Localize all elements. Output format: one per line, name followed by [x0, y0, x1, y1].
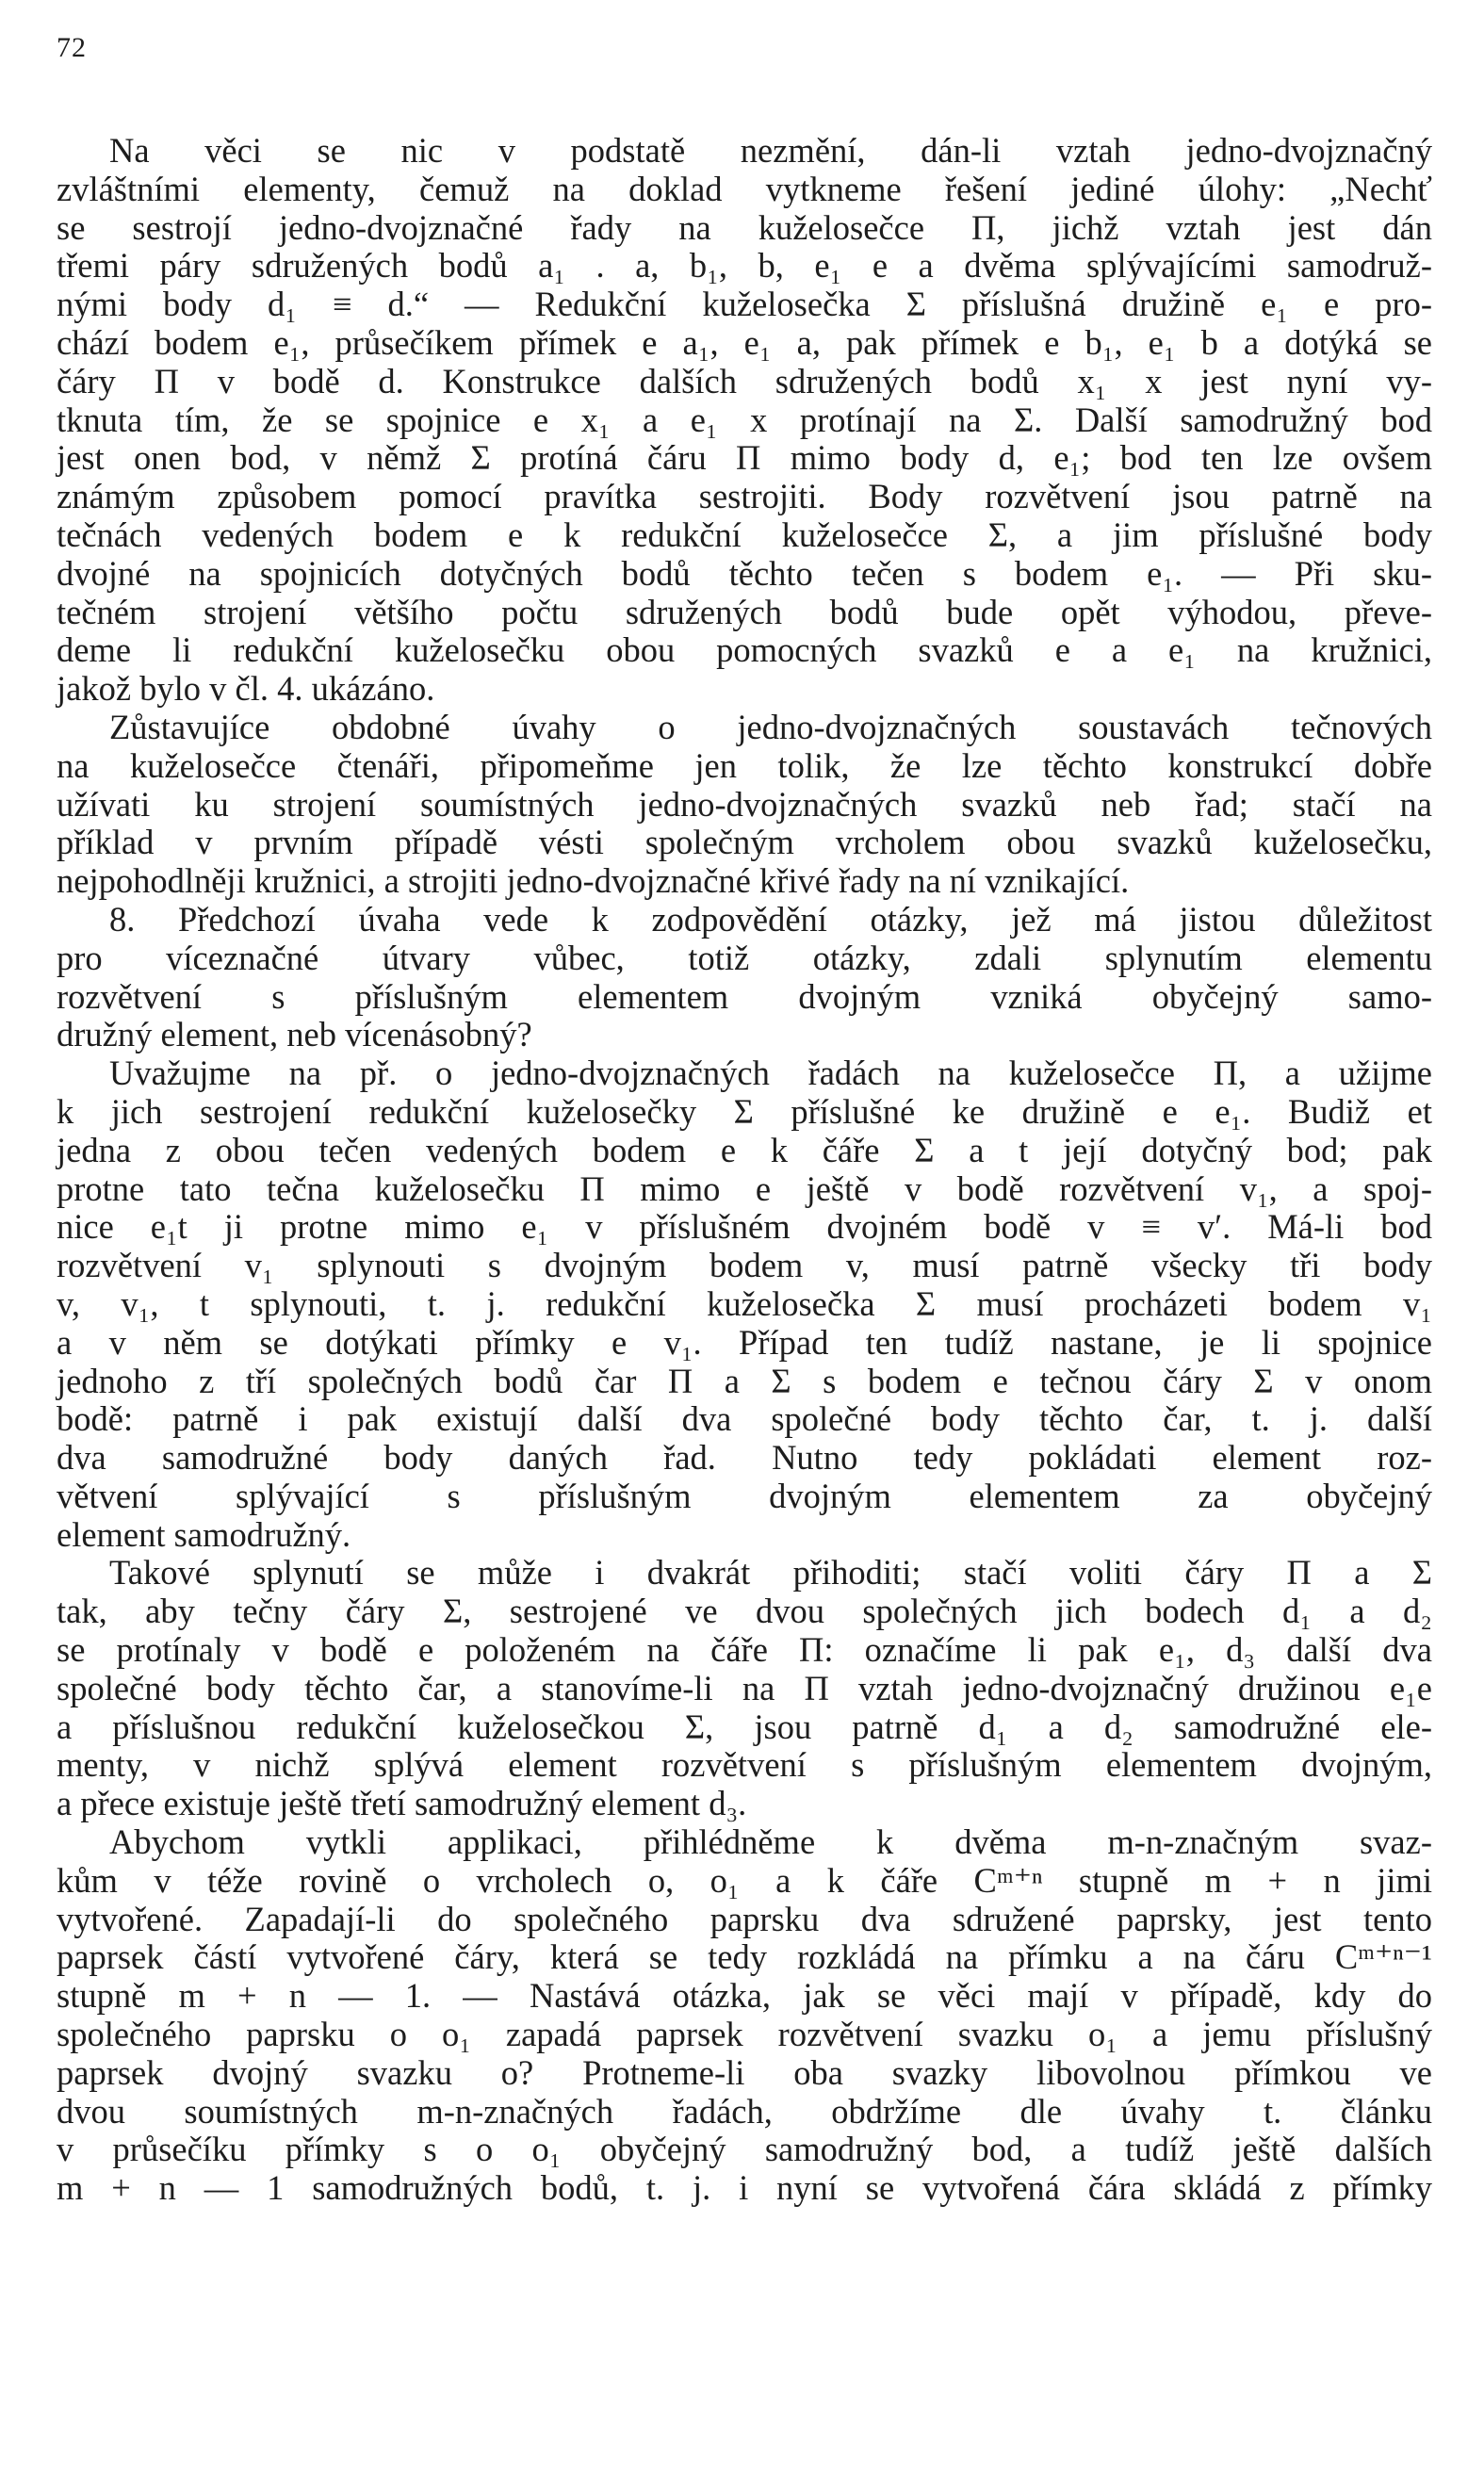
text-line: společné body těchto čar, a stanovíme-li na Π vztah jedno-dvojznačný družinou e₁e [57, 1668, 1432, 1707]
text-line: stupně m + n — 1. — Nastává otázka, jak se věci mají v případě, kdy do [57, 1976, 1432, 2016]
text-body [57, 132, 1432, 2208]
text-line: paprsek dvojný svazku o? Protneme-li oba svazky libovolnou přímkou ve [57, 2052, 1432, 2092]
text-line: dvojné na spojnicích dotyčných bodů těchto tečen s bodem e₁. — Při sku- [57, 553, 1432, 593]
text-line: Zůstavujíce obdobné úvahy o jedno-dvojznačných soustavách tečnových [109, 707, 1432, 746]
text-line: nejpohodlněji kružnici, a strojiti jedno-dvojznačné křivé řady na ní vznikající. [57, 861, 1130, 901]
text-line: se protínaly v bodě e položeném na čáře Π: označíme li pak e₁, d₃ další dva [57, 1630, 1432, 1670]
text-line: a přece existuje ještě třetí samodružný element d₃. [57, 1784, 747, 1823]
text-line: vytvořené. Zapadají-li do společného paprsku dva sdružené paprsky, jest tento [57, 1899, 1432, 1938]
text-line: Na věci se nic v podstatě nezmění, dán-li vztah jedno-dvojznačný [109, 131, 1432, 170]
text-line: tečném strojení většího počtu sdružených bodů bude opět výhodou, převe- [57, 592, 1432, 631]
text-line: v průsečíku přímky s o o₁ obyčejný samodružný bod, a tudíž ještě dalších [57, 2130, 1432, 2169]
text-line: Abychom vytkli applikaci, přihlédněme k dvěma m-n-značným svaz- [109, 1822, 1432, 1862]
text-line: Takové splynutí se může i dvakrát přihoditi; stačí voliti čáry Π a Σ [109, 1553, 1432, 1593]
text-line: užívati ku strojení soumístných jedno-dvojznačných svazků neb řad; stačí na [57, 784, 1432, 824]
text-line: chází bodem e₁, průsečíkem přímek e a₁, e₁ a, pak přímek e b₁, e₁ b a dotýká se [57, 322, 1432, 362]
text-line: element samodružný. [57, 1514, 351, 1554]
text-line: v, v₁, t splynouti, t. j. redukční kuželosečka Σ musí procházeti bodem v₁ [57, 1283, 1432, 1323]
text-line: jakož bylo v čl. 4. ukázáno. [57, 669, 435, 709]
text-line: a příslušnou redukční kuželosečkou Σ, jsou patrně d₁ a d₂ samodružné ele- [57, 1707, 1432, 1746]
text-line: dvou soumístných m-n-značných řadách, obdržíme dle úvahy t. článku [57, 2091, 1432, 2131]
text-line: jednoho z tří společných bodů čar Π a Σ s bodem e tečnou čáry Σ v onom [57, 1361, 1432, 1400]
text-line: rozvětvení s příslušným elementem dvojným vzniká obyčejný samo- [57, 976, 1432, 1016]
text-line: družný element, neb vícenásobný? [57, 1015, 532, 1054]
text-line: nice e₁t ji protne mimo e₁ v příslušném dvojném bodě v ≡ v′. Má-li bod [57, 1207, 1432, 1247]
text-line: na kuželosečce čtenáři, připomeňme jen tolik, že lze těchto konstrukcí dobře [57, 745, 1432, 785]
text-line: kům v téže rovině o vrcholech o, o₁ a k čáře Cᵐ⁺ⁿ stupně m + n jimi [57, 1860, 1432, 1900]
text-line: jest onen bod, v němž Σ protíná čáru Π mimo body d, e₁; bod ten lze ovšem [57, 438, 1432, 478]
text-line: rozvětvení v₁ splynouti s dvojným bodem v, musí patrně všecky tři body [57, 1246, 1432, 1285]
text-line: tečnách vedených bodem e k redukční kuželosečce Σ, a jim příslušné body [57, 515, 1432, 554]
text-line: dva samodružné body daných řad. Nutno tedy pokládati element roz- [57, 1438, 1432, 1478]
text-line: deme li redukční kuželosečku obou pomocných svazků e a e₁ na kružnici, [57, 630, 1432, 670]
text-line: tak, aby tečny čáry Σ, sestrojené ve dvou společných jich bodech d₁ a d₂ [57, 1592, 1432, 1631]
text-line: bodě: patrně i pak existují další dva společné body těchto čar, t. j. další [57, 1399, 1432, 1439]
text-line: Uvažujme na př. o jedno-dvojznačných řadách na kuželosečce Π, a užijme [109, 1054, 1432, 1093]
text-line: a v něm se dotýkati přímky e v₁. Případ ten tudíž nastane, je li spojnice [57, 1322, 1432, 1362]
text-line: zvláštními elementy, čemuž na doklad vytkneme řešení jediné úlohy: „Nechť [57, 169, 1432, 208]
text-line: třemi páry sdružených bodů a₁ . a, b₁, b, e₁ e a dvěma splývajícími samodruž- [57, 246, 1432, 286]
text-line: menty, v nichž splývá element rozvětvení s příslušným elementem dvojným, [57, 1745, 1432, 1785]
text-line: čáry Π v bodě d. Konstrukce dalších sdružených bodů x₁ x jest nyní vy- [57, 361, 1432, 400]
text-line: společného paprsku o o₁ zapadá paprsek rozvětvení svazku o₁ a jemu příslušný [57, 2015, 1432, 2054]
text-line: 8. Předchozí úvaha vede k zodpovědění otázky, jež má jistou důležitost [109, 899, 1432, 939]
text-line: známým způsobem pomocí pravítka sestrojiti. Body rozvětvení jsou patrně na [57, 477, 1432, 516]
text-line: větvení splývající s příslušným dvojným elementem za obyčejný [57, 1476, 1432, 1515]
text-line: m + n — 1 samodružných bodů, t. j. i nyní se vytvořená čára skládá z přímky [57, 2168, 1432, 2208]
text-line: příklad v prvním případě vésti společným vrcholem obou svazků kuželosečku, [57, 823, 1432, 862]
page-number: 72 [57, 32, 87, 63]
text-line: se sestrojí jedno-dvojznačné řady na kuželosečce Π, jichž vztah jest dán [57, 207, 1432, 247]
text-line: k jich sestrojení redukční kuželosečky Σ příslušné ke družině e e₁. Budiž et [57, 1091, 1432, 1131]
text-line: tknuta tím, že se spojnice e x₁ a e₁ x protínají na Σ. Další samodružný bod [57, 400, 1432, 439]
text-line: nými body d₁ ≡ d.“ — Redukční kuželosečka Σ příslušná družině e₁ e pro- [57, 285, 1432, 324]
text-line: protne tato tečna kuželosečku Π mimo e ještě v bodě rozvětvení v₁, a spoj- [57, 1168, 1432, 1208]
text-line: paprsek částí vytvořené čáry, která se tedy rozkládá na přímku a na čáru Cᵐ⁺ⁿ⁻¹ [57, 1937, 1432, 1977]
text-line: pro víceznačné útvary vůbec, totiž otázky, zdali splynutím elementu [57, 938, 1432, 977]
text-line: jedna z obou tečen vedených bodem e k čáře Σ a t její dotyčný bod; pak [57, 1130, 1432, 1169]
